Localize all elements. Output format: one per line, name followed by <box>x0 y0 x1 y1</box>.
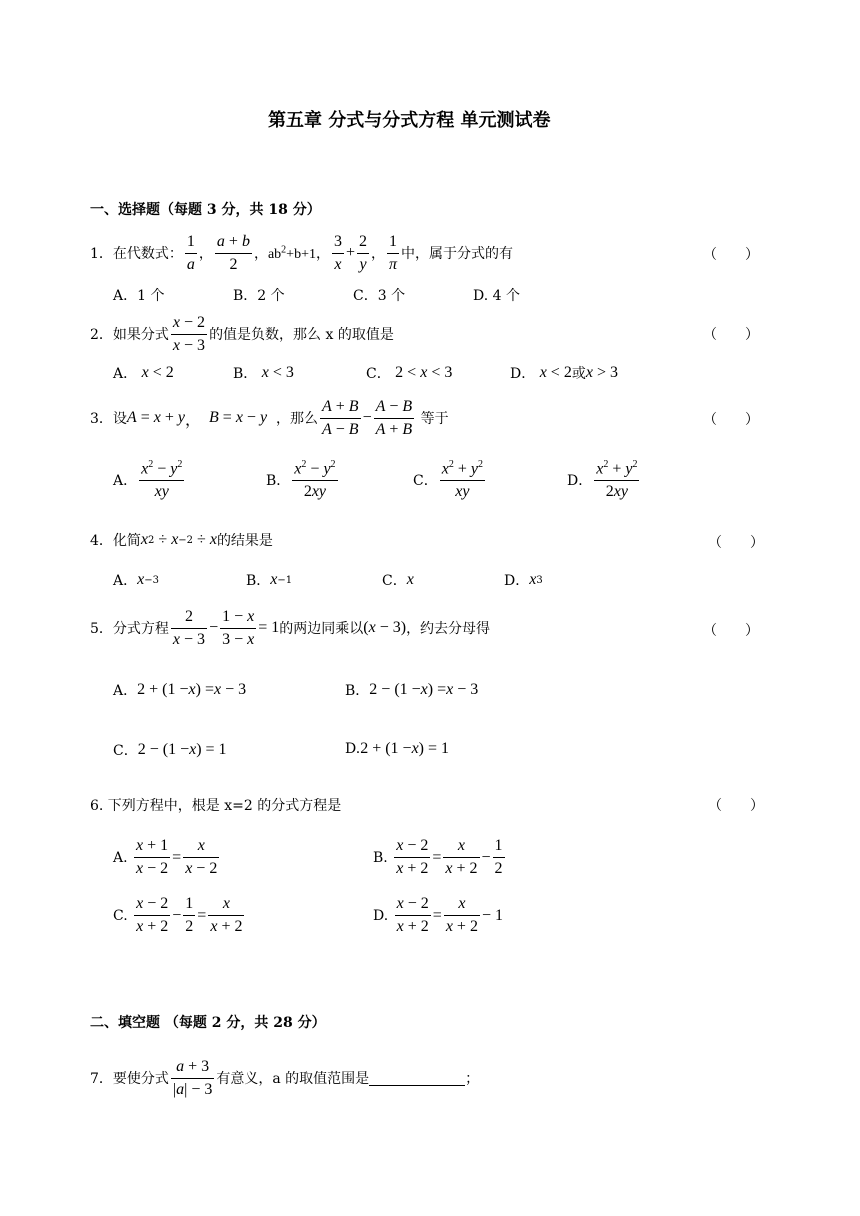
question-2 <box>90 312 394 356</box>
q4-answer-paren[interactable]: （ ） <box>708 535 764 551</box>
q6-option-d: D. $\frac{x - 2}{x + 2}$ = $\frac{x}{x + 2}$ − 1 <box>373 895 503 935</box>
q5-option-d: D. 2 + (1 − x ) = 1 <box>345 740 450 757</box>
q4-option-c: C． x <box>382 571 414 589</box>
q2-answer-paren[interactable]: （ ） <box>703 327 759 343</box>
q2-option-a: A． x < 2 <box>113 364 174 382</box>
q7-stem-tail: 有意义，a 的取值范围是 <box>216 1071 370 1087</box>
q2-option-c: C． 2 < x < 3 <box>366 364 453 382</box>
page-title: 第五章 分式与分式方程 单元测试卷 <box>268 110 551 131</box>
q3-answer-paren[interactable]: （ ） <box>703 412 759 428</box>
q1-frac-5: 1 π <box>389 232 398 273</box>
q7-answer-blank[interactable] <box>369 1071 465 1086</box>
q1-expr-poly: $ab^2+b+1$， <box>267 244 330 262</box>
q2-frac: x − 2 x − 3 <box>172 313 206 354</box>
q3-option-d: D． $x^2 + y^2$ 2xy <box>567 459 638 501</box>
section-heading-fill: 二、填空题 （每题 2 分，共 28 分） <box>90 1015 326 1031</box>
q4-option-b: B． x −1 <box>246 571 293 589</box>
q1-number: 1．在代数式： <box>90 246 183 262</box>
q4-number: 4．化简 <box>90 533 141 549</box>
q4-option-a: A． x −3 <box>113 571 159 589</box>
q1-frac-1: 1 a <box>186 232 195 273</box>
q5-stem-tail: ，约去分母得 <box>406 621 491 637</box>
q3-frac-1: A + B A − B <box>321 397 359 438</box>
question-7: 7．要使分式 a + 3 |a| − 3 有意义，a 的取值范围是 ； <box>90 1057 480 1098</box>
question-1: 1．在代数式： 1 a ， a + b 2 ， $ab^2+b+1$， 3 x + $\frac{2}{y}$ ， 1 π 中，属于分式的有 <box>90 232 514 273</box>
question-6: 6. 下列方程中，根是 x=2 的分式方程是 <box>90 798 342 814</box>
q1-stem-tail: 中，属于分式的有 <box>401 246 514 262</box>
q3-option-b: B． $x^2 - y^2$ 2xy <box>266 459 336 501</box>
q5-option-c: C． 2 − (1 − x ) = 1 <box>113 741 227 759</box>
q6-answer-paren[interactable]: （ ） <box>708 798 764 814</box>
question-5: 5．分式方程 2 x − 3 − $\frac{1 - x}{3 - x}$ = 1 的两边同乘以 ( x − 3) ，约去分母得 <box>90 607 491 648</box>
section-heading-choice: 一、选择题（每题 3 分，共 18 分） <box>90 202 321 218</box>
q3-frac-2: $\frac{A - B}{A + B}$ <box>375 397 413 438</box>
q4-stem-tail: 的结果是 <box>216 533 273 549</box>
q1-option-c: C．3 个 <box>353 288 406 304</box>
q3-stem-tail: 等于 <box>420 411 449 427</box>
q1-frac-4: $\frac{2}{y}$ <box>359 232 367 273</box>
q7-number: 7．要使分式 <box>90 1071 169 1087</box>
q6-option-a: A. $\frac{x + 1}{x - 2}$ = $\frac{x}{x - 2}$ <box>113 837 218 877</box>
q1-option-a: A．1 个 <box>113 288 165 304</box>
q3-option-c: C． $x^2 + y^2$ xy <box>413 459 483 501</box>
q6-option-b: B. $\frac{x - 2}{x + 2}$ = $\frac{x}{x + 2}$ − $\frac{1}{2}$ <box>373 837 503 877</box>
q5-answer-paren[interactable]: （ ） <box>703 623 759 639</box>
q1-answer-paren[interactable]: （ ） <box>703 247 759 263</box>
question-4: 4．化简 x 2 ÷ x −2 ÷ x 的结果是 <box>90 531 273 549</box>
q6-option-c: C. x − 2 x + 2 − $\frac{1}{2}$ = $\frac{x}{x + 2}$ <box>113 895 243 935</box>
q5-option-a: A． 2 + (1 − x ) = x − 3 <box>113 681 247 699</box>
q5-option-b: B． 2 − (1 − x ) = x − 3 <box>345 681 479 699</box>
q5-frac-2: $\frac{1 - x}{3 - x}$ <box>222 607 255 648</box>
q1-frac-3: 3 x <box>333 232 342 273</box>
q2-stem-tail: 的值是负数，那么 x 的取值是 <box>209 327 394 343</box>
q1-frac-2: a + b 2 <box>216 232 250 273</box>
q1-option-b: B．2 个 <box>233 288 285 304</box>
q2-option-b: B． x < 3 <box>233 364 294 382</box>
q7-frac: a + 3 |a| − 3 <box>172 1057 213 1098</box>
q2-option-d: D． x < 2 或 x > 3 <box>510 364 618 382</box>
q4-option-d: D． x 3 <box>504 571 543 589</box>
q3-option-a: A． $x^2 - y^2$ xy <box>113 459 183 501</box>
q5-number: 5．分式方程 <box>90 621 169 637</box>
q5-frac-1: 2 x − 3 <box>172 607 206 648</box>
question-3: 3．设 A = x + y ， B = x − y ，那么 A + B A − B − $\frac{A - B}{A + B}$ 等于 <box>90 397 449 438</box>
q1-option-d: D. 4 个 <box>473 288 520 304</box>
q3-number: 3．设 <box>90 411 127 427</box>
q2-number: 2．如果分式 <box>90 327 169 343</box>
